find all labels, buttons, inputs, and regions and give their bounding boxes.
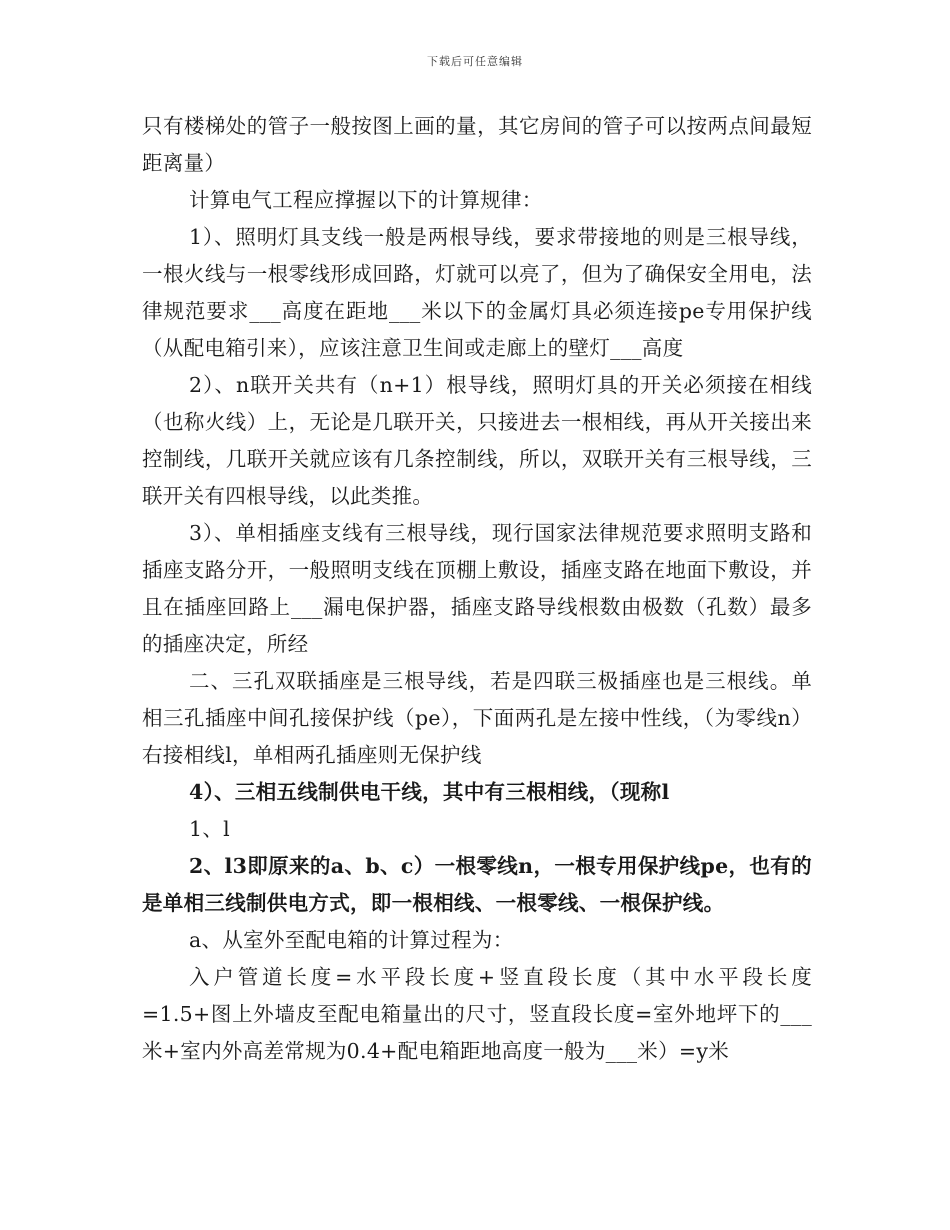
paragraph-l1: 1、l <box>189 817 230 841</box>
page-header: 下载后可任意编辑 <box>427 55 523 68</box>
paragraph-rules-intro: 计算电气工程应撑握以下的计算规律： <box>189 188 543 212</box>
document-body <box>142 108 812 1070</box>
paragraph-entry-pipe-length: 入户管道长度=水平段长度+竖直段长度（其中水平段长度=1.5+图上外墙皮至配电箱量出的尺寸，竖直段长度=室外地坪下的___米+室内外高差常规为0.4+配电箱距地高度一般为___米）=y米 <box>142 965 812 1063</box>
paragraph-l3-neutral: 2、l3即原来的a、b、c）一根零线n，一根专用保护线pe，也有的是单相三线制供电方式，即一根相线、一根零线、一根保护线。 <box>142 854 812 915</box>
paragraph-switch-wires: 2）、n联开关共有（n+1）根导线，照明灯具的开关必须接在相线（也称火线）上，无论是几联开关，只接进去一根相线，再从开关接出来控制线，几联开关就应该有几条控制线，所以，双联开关有三根导线，三联开关有四根导线，以此类推。 <box>142 373 812 508</box>
paragraph-outdoor-calc: a、从室外至配电箱的计算过程为： <box>189 928 514 952</box>
paragraph-five-wire-system: 4）、三相五线制供电干线，其中有三根相线，（现称l <box>189 780 670 804</box>
paragraph-three-hole-socket: 二、三孔双联插座是三根导线，若是四联三极插座也是三根线。单相三孔插座中间孔接保护线（pe），下面两孔是左接中性线，（为零线n）右接相线l，单相两孔插座则无保护线 <box>142 669 812 767</box>
paragraph-pipe-measure: 只有楼梯处的管子一般按图上画的量，其它房间的管子可以按两点间最短距离量） <box>142 114 812 175</box>
paragraph-lighting-branch: 1）、照明灯具支线一般是两根导线，要求带接地的则是三根导线，一根火线与一根零线形成回路，灯就可以亮了，但为了确保安全用电，法律规范要求___高度在距地___米以下的金属灯具必须连接pe专用保护线（从配电箱引来），应该注意卫生间或走廊上的壁灯___高度 <box>142 225 812 360</box>
paragraph-socket-branch: 3）、单相插座支线有三根导线，现行国家法律规范要求照明支路和插座支路分开，一般照明支线在顶棚上敷设，插座支路在地面下敷设，并且在插座回路上___漏电保护器，插座支路导线根数由极数（孔数）最多的插座决定，所经 <box>142 521 812 656</box>
